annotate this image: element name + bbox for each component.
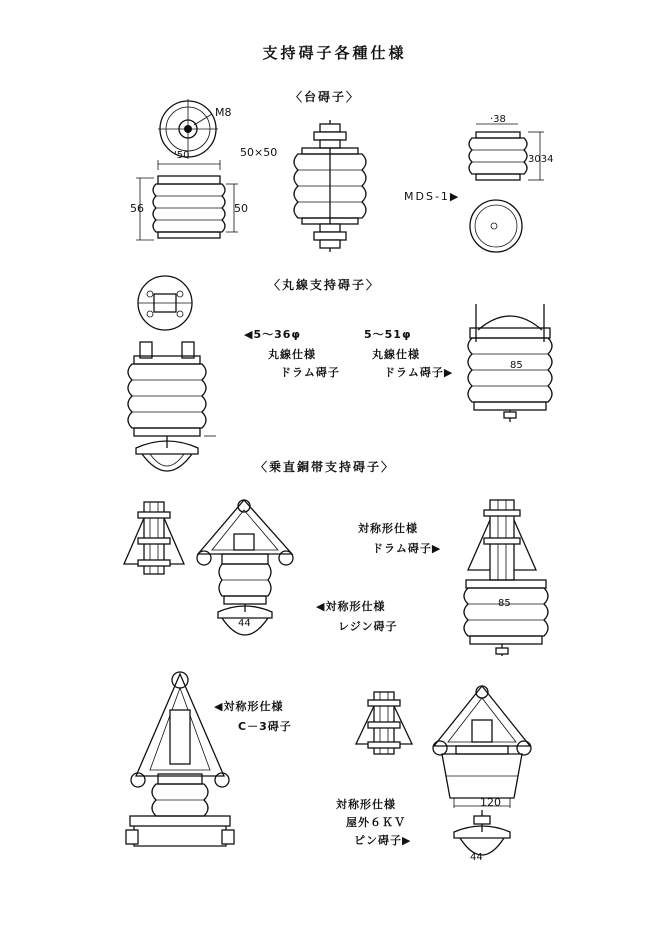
marusen-left-insulator-drawing <box>120 338 230 478</box>
sym-pin-type: ピン碍子▶ <box>354 834 412 847</box>
sym-pin-outdoor: 屋外６ＫＶ <box>346 816 406 829</box>
sym-resin-spec: ◀対称形仕様 <box>316 600 386 613</box>
dim-38: ·38 <box>490 114 506 125</box>
section-suichoku: 〈乗直銅帯支持碍子〉 <box>255 460 396 474</box>
section-dai: 〈台碍子〉 <box>290 90 361 104</box>
marusen-left-type: ドラム碍子 <box>280 366 340 379</box>
mds-top-view-drawing <box>466 196 546 256</box>
suichoku-c3-drawing <box>124 666 234 862</box>
suichoku-dim-44-a: 44 <box>238 618 251 629</box>
dai-side-view-drawing <box>128 158 248 248</box>
dim-50x50: 50×50 <box>240 146 278 159</box>
dim-56: 56 <box>130 202 144 215</box>
suichoku-dim-44-b: 44 <box>470 852 483 863</box>
suichoku-resin-drawing <box>192 494 308 654</box>
suichoku-dim-85: 85 <box>498 598 511 609</box>
page-title: 支持碍子各種仕様 <box>262 44 407 62</box>
sym-c3-type: C－3碍子 <box>238 720 292 733</box>
suichoku-dim-120: 120 <box>480 796 501 809</box>
label-mds-1: MDS-1▶ <box>404 190 461 203</box>
marusen-top-view-drawing <box>130 270 210 340</box>
sym-drum-spec: 対称形仕様 <box>358 522 418 535</box>
suichoku-bracket-left-drawing <box>118 498 190 578</box>
marusen-right-range: 5～51φ <box>364 328 412 341</box>
suichoku-drum-drawing <box>456 496 556 662</box>
dim-50-top: '50 <box>174 150 190 161</box>
sym-pin-spec: 対称形仕様 <box>336 798 396 811</box>
sym-c3-spec: ◀対称形仕様 <box>214 700 284 713</box>
dai-bolt-drum-drawing <box>280 118 380 254</box>
marusen-left-spec: 丸線仕様 <box>268 348 316 361</box>
dim-m8: M8 <box>215 106 232 119</box>
dim-50-right: 50 <box>234 202 248 215</box>
marusen-left-range: ◀5～36φ <box>244 328 302 341</box>
marusen-right-type: ドラム碍子▶ <box>384 366 454 379</box>
sym-drum-type: ドラム碍子▶ <box>372 542 442 555</box>
sym-resin-type: レジン碍子 <box>338 620 398 633</box>
suichoku-pin-drawing <box>426 680 542 876</box>
marusen-right-spec: 丸線仕様 <box>372 348 420 361</box>
suichoku-bracket-right-drawing <box>350 688 420 758</box>
dim-3034: 3034 <box>528 154 554 165</box>
marusen-dim-85: 85 <box>510 360 523 371</box>
section-marusen: 〈丸線支持碍子〉 <box>268 278 381 292</box>
